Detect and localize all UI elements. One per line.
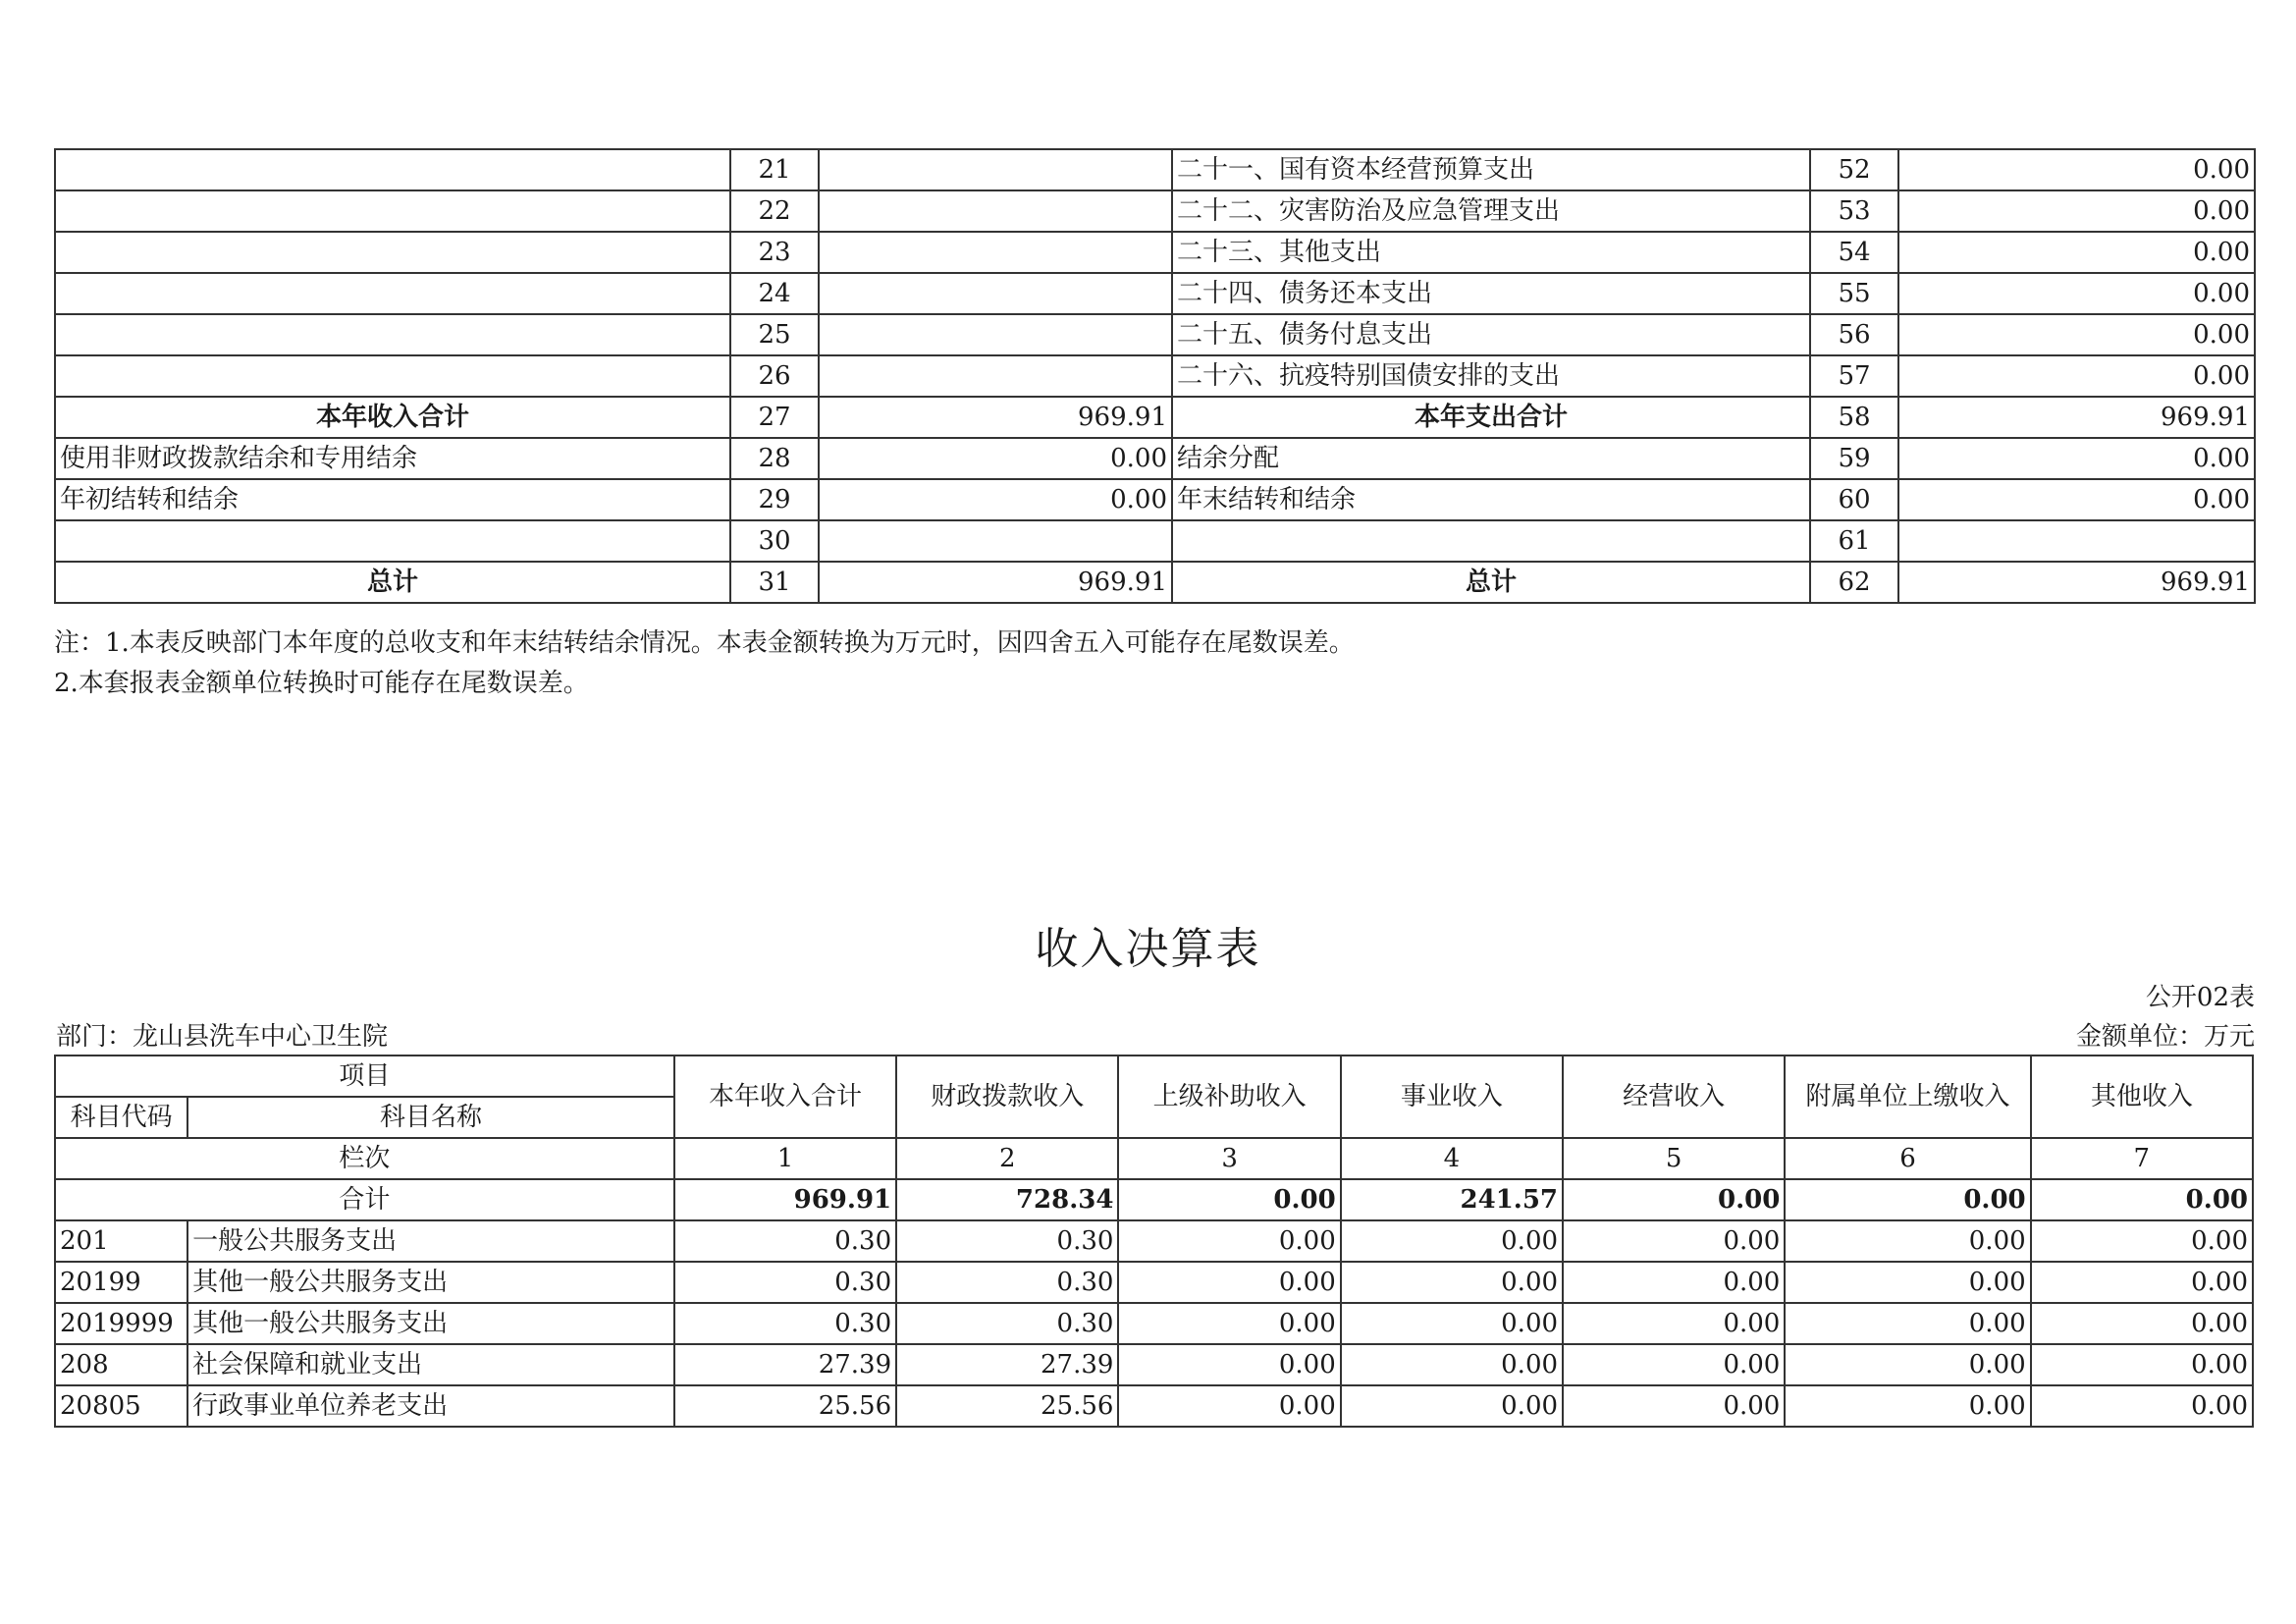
right-row-number: 52 xyxy=(1810,149,1898,190)
left-item-label xyxy=(55,273,730,314)
right-row-number: 59 xyxy=(1810,438,1898,479)
left-item-label xyxy=(55,149,730,190)
summary-row xyxy=(55,397,2255,438)
left-item-label: 总计 xyxy=(55,562,730,603)
table-row xyxy=(55,1303,2253,1344)
amount-cell: 0.00 xyxy=(1118,1220,1340,1262)
right-item-label: 二十四、债务还本支出 xyxy=(1172,273,1810,314)
left-row-number: 29 xyxy=(730,479,819,520)
total-value: 0.00 xyxy=(1785,1179,2030,1220)
header-code: 科目代码 xyxy=(55,1097,187,1138)
table-row xyxy=(55,1385,2253,1427)
left-item-label: 使用非财政拨款结余和专用结余 xyxy=(55,438,730,479)
amount-cell: 0.00 xyxy=(1563,1303,1785,1344)
header-item: 项目 xyxy=(55,1056,674,1097)
left-amount: 969.91 xyxy=(819,562,1172,603)
left-amount xyxy=(819,273,1172,314)
right-amount: 0.00 xyxy=(1898,479,2255,520)
left-amount xyxy=(819,149,1172,190)
form-id: 公开02表 xyxy=(2145,983,2255,1012)
left-item-label: 年初结转和结余 xyxy=(55,479,730,520)
header-col-3: 上级补助收入 xyxy=(1118,1056,1340,1138)
amount-cell: 0.00 xyxy=(2031,1262,2253,1303)
amount-cell: 0.00 xyxy=(1341,1262,1563,1303)
table-row xyxy=(55,1220,2253,1262)
subject-code: 2019999 xyxy=(55,1303,187,1344)
amount-cell: 0.00 xyxy=(1118,1344,1340,1385)
left-item-label xyxy=(55,355,730,397)
right-item-label: 总计 xyxy=(1172,562,1810,603)
amount-cell: 0.30 xyxy=(674,1220,896,1262)
amount-cell: 0.00 xyxy=(1785,1262,2030,1303)
amount-cell: 0.00 xyxy=(1341,1303,1563,1344)
right-row-number: 56 xyxy=(1810,314,1898,355)
column-number: 5 xyxy=(1563,1138,1785,1179)
income-table-title: 收入决算表 xyxy=(1035,924,1261,974)
summary-table-body xyxy=(55,149,2255,603)
column-number: 1 xyxy=(674,1138,896,1179)
left-amount xyxy=(819,190,1172,232)
amount-cell: 0.00 xyxy=(1563,1385,1785,1427)
left-amount: 0.00 xyxy=(819,479,1172,520)
amount-cell: 0.00 xyxy=(1785,1344,2030,1385)
right-amount: 0.00 xyxy=(1898,190,2255,232)
amount-cell: 0.00 xyxy=(1785,1303,2030,1344)
subject-name: 社会保障和就业支出 xyxy=(187,1344,674,1385)
left-row-number: 21 xyxy=(730,149,819,190)
total-value: 728.34 xyxy=(896,1179,1118,1220)
income-table-body xyxy=(55,1056,2253,1427)
amount-cell: 0.30 xyxy=(896,1303,1118,1344)
subject-name: 其他一般公共服务支出 xyxy=(187,1262,674,1303)
note-line-2: 2.本套报表金额单位转换时可能存在尾数误差。 xyxy=(54,669,589,698)
amount-cell: 0.00 xyxy=(1118,1262,1340,1303)
amount-cell: 0.00 xyxy=(1341,1220,1563,1262)
summary-row xyxy=(55,232,2255,273)
header-col-7: 其他收入 xyxy=(2031,1056,2253,1138)
left-row-number: 27 xyxy=(730,397,819,438)
column-number-row xyxy=(55,1138,2253,1179)
right-amount: 0.00 xyxy=(1898,149,2255,190)
table-row xyxy=(55,1262,2253,1303)
amount-cell: 0.00 xyxy=(1563,1262,1785,1303)
summary-row xyxy=(55,314,2255,355)
income-table xyxy=(54,1055,2254,1428)
right-row-number: 61 xyxy=(1810,520,1898,562)
right-amount: 0.00 xyxy=(1898,314,2255,355)
amount-cell: 0.30 xyxy=(674,1262,896,1303)
total-value: 0.00 xyxy=(2031,1179,2253,1220)
column-number: 7 xyxy=(2031,1138,2253,1179)
left-row-number: 28 xyxy=(730,438,819,479)
left-amount xyxy=(819,232,1172,273)
header-row-1 xyxy=(55,1056,2253,1097)
right-row-number: 57 xyxy=(1810,355,1898,397)
table-row xyxy=(55,1344,2253,1385)
right-item-label xyxy=(1172,520,1810,562)
left-amount xyxy=(819,314,1172,355)
right-row-number: 54 xyxy=(1810,232,1898,273)
right-amount: 0.00 xyxy=(1898,355,2255,397)
left-item-label: 本年收入合计 xyxy=(55,397,730,438)
subject-code: 20199 xyxy=(55,1262,187,1303)
amount-cell: 0.00 xyxy=(2031,1220,2253,1262)
left-row-number: 31 xyxy=(730,562,819,603)
right-item-label: 结余分配 xyxy=(1172,438,1810,479)
right-item-label: 二十六、抗疫特别国债安排的支出 xyxy=(1172,355,1810,397)
column-number: 6 xyxy=(1785,1138,2030,1179)
total-value: 0.00 xyxy=(1118,1179,1340,1220)
amount-cell: 0.00 xyxy=(1785,1220,2030,1262)
right-item-label: 二十一、国有资本经营预算支出 xyxy=(1172,149,1810,190)
total-value: 969.91 xyxy=(674,1179,896,1220)
summary-row xyxy=(55,273,2255,314)
amount-unit-label: 金额单位：万元 xyxy=(2075,1022,2255,1052)
subject-name: 行政事业单位养老支出 xyxy=(187,1385,674,1427)
right-amount: 969.91 xyxy=(1898,397,2255,438)
column-number: 2 xyxy=(896,1138,1118,1179)
summary-row xyxy=(55,520,2255,562)
right-amount xyxy=(1898,520,2255,562)
amount-cell: 0.00 xyxy=(1341,1344,1563,1385)
amount-cell: 0.00 xyxy=(2031,1385,2253,1427)
left-row-number: 26 xyxy=(730,355,819,397)
amount-cell: 27.39 xyxy=(674,1344,896,1385)
summary-row xyxy=(55,190,2255,232)
right-row-number: 53 xyxy=(1810,190,1898,232)
right-row-number: 62 xyxy=(1810,562,1898,603)
summary-row xyxy=(55,562,2255,603)
header-col-4: 事业收入 xyxy=(1341,1056,1563,1138)
department-label: 部门：龙山县洗车中心卫生院 xyxy=(56,1022,389,1052)
summary-row xyxy=(55,479,2255,520)
total-label: 合计 xyxy=(55,1179,674,1220)
column-number: 4 xyxy=(1341,1138,1563,1179)
left-amount xyxy=(819,355,1172,397)
left-item-label xyxy=(55,314,730,355)
amount-cell: 25.56 xyxy=(896,1385,1118,1427)
header-col-6: 附属单位上缴收入 xyxy=(1785,1056,2030,1138)
subject-code: 208 xyxy=(55,1344,187,1385)
left-row-number: 22 xyxy=(730,190,819,232)
right-item-label: 本年支出合计 xyxy=(1172,397,1810,438)
amount-cell: 27.39 xyxy=(896,1344,1118,1385)
left-item-label xyxy=(55,520,730,562)
total-value: 241.57 xyxy=(1341,1179,1563,1220)
total-row xyxy=(55,1179,2253,1220)
right-amount: 0.00 xyxy=(1898,273,2255,314)
column-number: 3 xyxy=(1118,1138,1340,1179)
column-number-label: 栏次 xyxy=(55,1138,674,1179)
right-item-label: 二十三、其他支出 xyxy=(1172,232,1810,273)
amount-cell: 0.00 xyxy=(1563,1344,1785,1385)
subject-name: 一般公共服务支出 xyxy=(187,1220,674,1262)
right-item-label: 二十二、灾害防治及应急管理支出 xyxy=(1172,190,1810,232)
left-item-label xyxy=(55,232,730,273)
right-amount: 0.00 xyxy=(1898,438,2255,479)
right-amount: 0.00 xyxy=(1898,232,2255,273)
amount-cell: 0.00 xyxy=(2031,1344,2253,1385)
header-col-5: 经营收入 xyxy=(1563,1056,1785,1138)
summary-row xyxy=(55,149,2255,190)
amount-cell: 25.56 xyxy=(674,1385,896,1427)
summary-table xyxy=(54,148,2256,604)
header-col-1: 本年收入合计 xyxy=(674,1056,896,1138)
amount-cell: 0.00 xyxy=(1341,1385,1563,1427)
right-row-number: 58 xyxy=(1810,397,1898,438)
subject-code: 20805 xyxy=(55,1385,187,1427)
subject-code: 201 xyxy=(55,1220,187,1262)
left-row-number: 23 xyxy=(730,232,819,273)
right-row-number: 55 xyxy=(1810,273,1898,314)
right-row-number: 60 xyxy=(1810,479,1898,520)
amount-cell: 0.00 xyxy=(1118,1385,1340,1427)
subject-name: 其他一般公共服务支出 xyxy=(187,1303,674,1344)
header-col-2: 财政拨款收入 xyxy=(896,1056,1118,1138)
left-amount: 0.00 xyxy=(819,438,1172,479)
amount-cell: 0.00 xyxy=(2031,1303,2253,1344)
amount-cell: 0.00 xyxy=(1563,1220,1785,1262)
amount-cell: 0.30 xyxy=(674,1303,896,1344)
left-row-number: 25 xyxy=(730,314,819,355)
left-row-number: 24 xyxy=(730,273,819,314)
summary-row xyxy=(55,438,2255,479)
right-item-label: 二十五、债务付息支出 xyxy=(1172,314,1810,355)
amount-cell: 0.30 xyxy=(896,1220,1118,1262)
left-amount: 969.91 xyxy=(819,397,1172,438)
header-name: 科目名称 xyxy=(187,1097,674,1138)
note-line-1: 注：1.本表反映部门本年度的总收支和年末结转结余情况。本表金额转换为万元时，因四舍五入可能存在尾数误差。 xyxy=(54,628,1355,658)
amount-cell: 0.30 xyxy=(896,1262,1118,1303)
total-value: 0.00 xyxy=(1563,1179,1785,1220)
amount-cell: 0.00 xyxy=(1785,1385,2030,1427)
summary-row xyxy=(55,355,2255,397)
left-amount xyxy=(819,520,1172,562)
left-item-label xyxy=(55,190,730,232)
right-item-label: 年末结转和结余 xyxy=(1172,479,1810,520)
amount-cell: 0.00 xyxy=(1118,1303,1340,1344)
right-amount: 969.91 xyxy=(1898,562,2255,603)
left-row-number: 30 xyxy=(730,520,819,562)
